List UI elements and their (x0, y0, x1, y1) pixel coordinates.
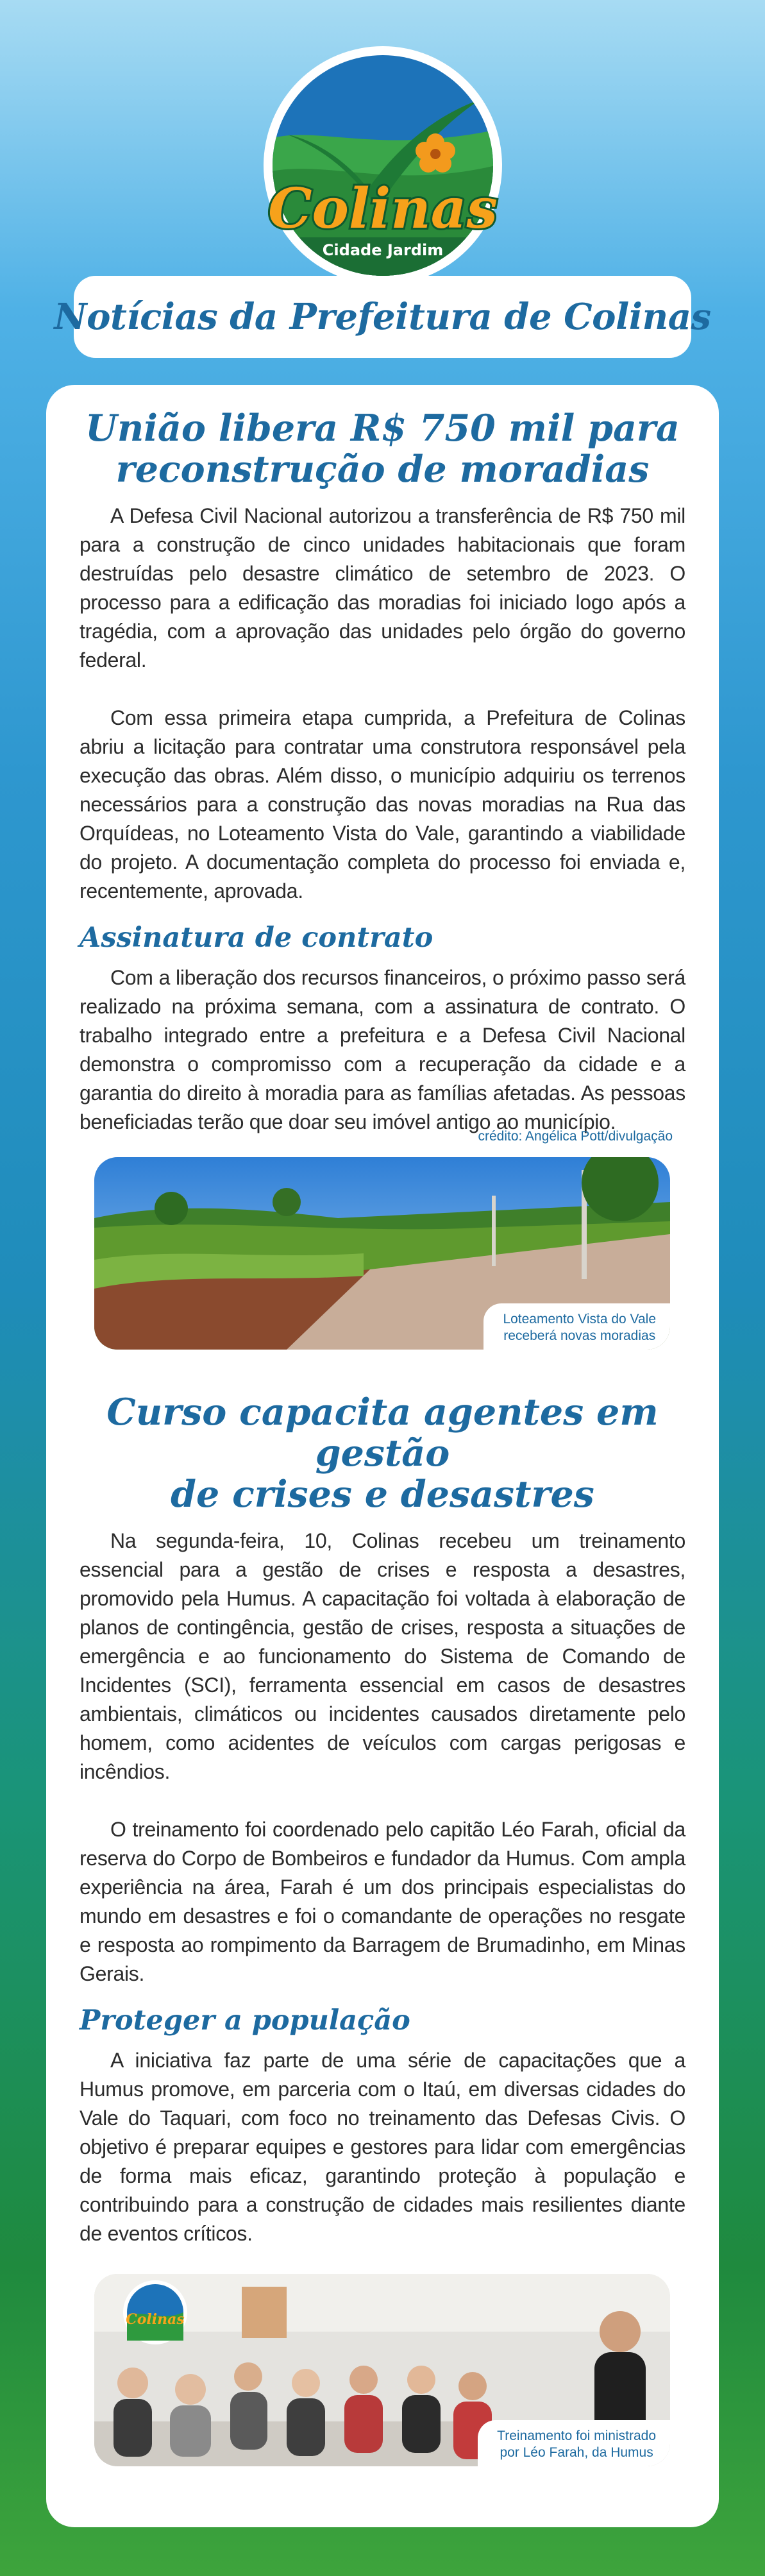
article2-title-line1: Curso capacita agentes em gestão (106, 1391, 659, 1475)
article1-title-line1: União libera R$ 750 mil para (85, 407, 680, 450)
article2-title (80, 1392, 685, 1515)
colinas-logo (262, 45, 503, 286)
article2-subtitle: Proteger a população (80, 2004, 410, 2037)
logo-tagline: Cidade Jardim (322, 241, 444, 259)
article2-paragraph3: A iniciativa faz parte de uma série de capacitações que a Humus promove, em parceria com o Itaú, em diversas cidades do Vale do Taquari, com foco no treinamento das Defesas Civis. O objetivo é preparar equipes e gestores para lidar com emergências de forma mais eficaz, garantindo proteção à população e contribuindo para a construção de cidades mais resilientes diante de eventos críticos. (80, 2049, 685, 2245)
article2-title-line2: de crises e desastres (171, 1473, 594, 1516)
photo2-caption-line1: Treinamento foi ministrado (497, 2428, 656, 2443)
photo1-caption-line1: Loteamento Vista do Vale (503, 1312, 656, 1326)
article1-paragraph1: A Defesa Civil Nacional autorizou a transferência de R$ 750 mil para a construção de cinco unidades habitacionais que foram destruídas pelo desastre climático de setembro de 2023. O processo para a edificação das moradias foi iniciado logo após a tragédia, com a aprovação das unidades pelo órgão do governo federal. (80, 504, 685, 672)
article1-subtitle: Assinatura de contrato (80, 922, 433, 954)
photo2-caption-line2: por Léo Farah, da Humus (500, 2445, 653, 2460)
photo-treinamento (94, 2274, 670, 2466)
photo1-caption-line2: receberá novas moradias (503, 1328, 656, 1343)
header-banner (54, 276, 711, 358)
photo-loteamento (94, 1157, 670, 1350)
article2-paragraph1: Na segunda-feira, 10, Colinas recebeu um treinamento essencial para a gestão de crises e resposta a desastres, promovido pela Humus. A capacitação foi voltada à elaboração de planos de contingência, gestão de crises, resposta a situações de emergência e ao funcionamento do Sistema de Comando de Incidentes (SCI), ferramenta essencial em casos de desastres ambientais, climáticos ou incidentes causados diretamente pelo homem, como acidentes de veículos com cargas perigosas e incêndios. (80, 1529, 685, 1783)
photo2-caption (478, 2420, 670, 2466)
page-title: Notícias da Prefeitura de Colinas (54, 296, 711, 338)
article1-title (80, 408, 685, 490)
photo1-credit: crédito: Angélica Pott/divulgação (478, 1129, 673, 1144)
photo2-logo-wordmark: Colinas (126, 2311, 185, 2328)
article1-title-line2: reconstrução de moradias (115, 448, 650, 491)
article1-paragraph3: Com a liberação dos recursos financeiros, o próximo passo será realizado na próxima semana, com a assinatura de contrato. O trabalho integrado entre a prefeitura e a Defesa Civil Nacional demonstra o compromisso com a recuperação da cidade e a garantia do direito à moradia para as famílias afetadas. As pessoas beneficiadas terão que doar seu imóvel antigo ao município. (80, 966, 685, 1133)
article1-paragraph2: Com essa primeira etapa cumprida, a Prefeitura de Colinas abriu a licitação para contratar uma construtora responsável pela execução das obras. Além disso, o município adquiriu os terrenos necessários para a construção das novas moradias na Rua das Orquídeas, no Loteamento Vista do Vale, garantindo a viabilidade do projeto. A documentação completa do processo foi enviada e, recentemente, aprovada. (80, 706, 685, 902)
news-card (46, 385, 719, 2527)
logo-wordmark: Colinas (268, 176, 498, 241)
photo1-caption (483, 1303, 670, 1350)
article2-paragraph2: O treinamento foi coordenado pelo capitão Léo Farah, oficial da reserva do Corpo de Bombeiros e fundador da Humus. Com ampla experiência na área, Farah é um dos principais especialistas do mundo em desastres e foi o comandante de operações no resgate e resposta ao rompimento da Barragem de Brumadinho, em Minas Gerais. (80, 1818, 685, 1985)
